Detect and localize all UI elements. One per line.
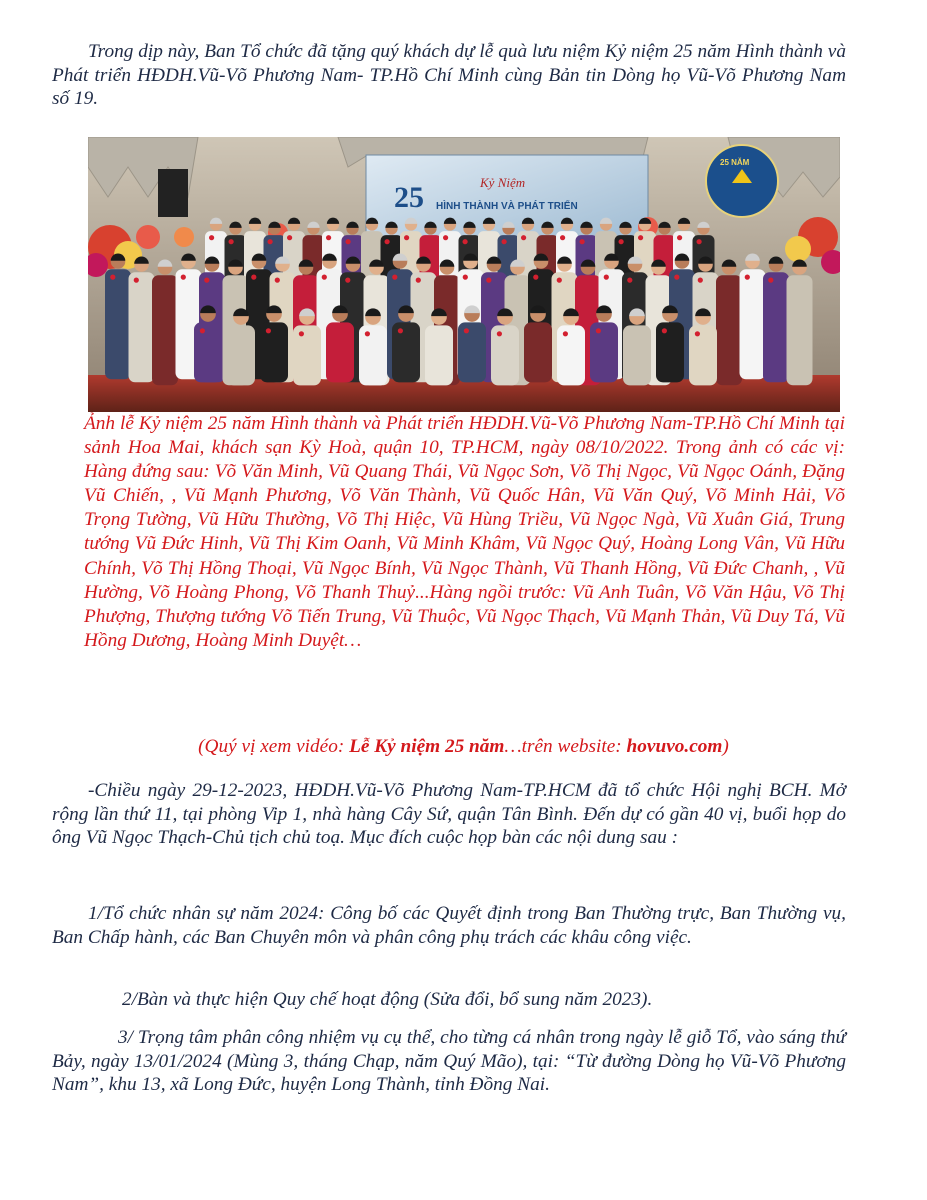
video-title: Lễ Kỷ niệm 25 năm — [349, 736, 505, 757]
website-link[interactable]: hovuvo.com — [626, 736, 723, 757]
video-note — [0, 735, 927, 759]
agenda-item-2: 2/Bàn và thực hiện Quy chế hoạt động (Sửa đổi, bổ sung năm 2023). — [122, 989, 653, 1010]
group-photo — [88, 137, 840, 412]
backdrop-line2: HÌNH THÀNH VÀ PHÁT TRIỂN — [436, 201, 578, 212]
agenda-item-3: 3/ Trọng tâm phân công nhiệm vụ cụ thể, cho từng cá nhân trong ngày lễ giỗ Tổ, vào sáng thứ Bảy, ngày 13/01/2024 (Mùng 3, tháng Chạp, năm Quý Mão), tại: “Từ đường Dòng họ Vũ-Võ Phương Nam”, khu 13, xã Long Đức, huyện Long Thành, tỉnh Đồng Nai. — [52, 1027, 846, 1095]
backdrop-number: 25 — [394, 181, 424, 214]
badge-text: 25 NĂM — [720, 158, 750, 167]
meeting-paragraph: -Chiều ngày 29-12-2023, HĐDH.Vũ-Võ Phương Nam-TP.HCM đã tổ chức Hội nghị BCH. Mở rộng lần thứ 11, tại phòng Vip 1, nhà hàng Cây Sứ, quận Tân Bình. Đến dự có gần 40 vị, buổi họp do ông Vũ Ngọc Thạch-Chủ tịch chủ toạ. Mục đích cuộc họp bàn các nội dung sau : — [52, 780, 846, 848]
agenda-item-1: 1/Tổ chức nhân sự năm 2024: Công bố các Quyết định trong Ban Thường trực, Ban Thường vụ, Ban Chấp hành, các Ban Chuyên môn và phân công phụ trách các khâu công việc. — [52, 903, 846, 948]
video-note-open: (Quý vị xem vidéo: — [198, 736, 350, 757]
video-note-close: ) — [722, 736, 729, 757]
intro-paragraph: Trong dịp này, Ban Tổ chức đã tặng quý khách dự lễ quà lưu niệm Kỷ niệm 25 năm Hình thành và Phát triển HĐDH.Vũ-Võ Phương Nam- TP.Hồ Chí Minh cùng Bản tin Dòng họ Vũ-Võ Phương Nam số 19. — [52, 41, 846, 109]
backdrop-line1: Kỷ Niệm — [480, 175, 526, 190]
video-note-middle: …trên website: — [504, 736, 627, 757]
photo-caption: Ảnh lễ Kỷ niệm 25 năm Hình thành và Phát triển HĐDH.Vũ-Võ Phương Nam-TP.Hồ Chí Minh tại sảnh Hoa Mai, khách sạn Kỳ Hoà, quận 10, TP.HCM, ngày 08/10/2022. Trong ảnh có các vị: Hàng đứng sau: Võ Văn Minh, Vũ Quang Thái, Vũ Ngọc Sơn, Võ Thị Ngọc, Vũ Ngọc Oánh, Đặng Vũ Chiến, , Vũ Mạnh Phương, Võ Văn Thành, Vũ Quốc Hân, Vũ Văn Quý, Võ Minh Hải, Võ Trọng Tường, Vũ Hữu Thường, Võ Thị Hiệc, Vũ Hùng Triều, Vũ Ngọc Ngà, Vũ Xuân Giá, Trung tướng Vũ Đức Hinh, Vũ Thị Kim Oanh, Vũ Minh Khâm, Vũ Ngọc Quý, Hoàng Long Vân, Vũ Hữu Chính, Võ Thị Hồng Thoại, Vũ Ngọc Bính, Vũ Ngọc Thành, Vũ Thanh Hồng, Vũ Đức Chanh, , Vũ Hường, Võ Hoàng Phong, Võ Thanh Thuỷ...Hàng ngồi trước: Vũ Anh Tuân, Võ Văn Hậu, Võ Thị Phượng, Thượng tướng Võ Tiến Trung, Vũ Thuộc, Vũ Ngọc Thạch, Vũ Mạnh Thản, Vũ Duy Tá, Vũ Hồng Dương, Hoàng Minh Duyệt… — [84, 413, 845, 651]
